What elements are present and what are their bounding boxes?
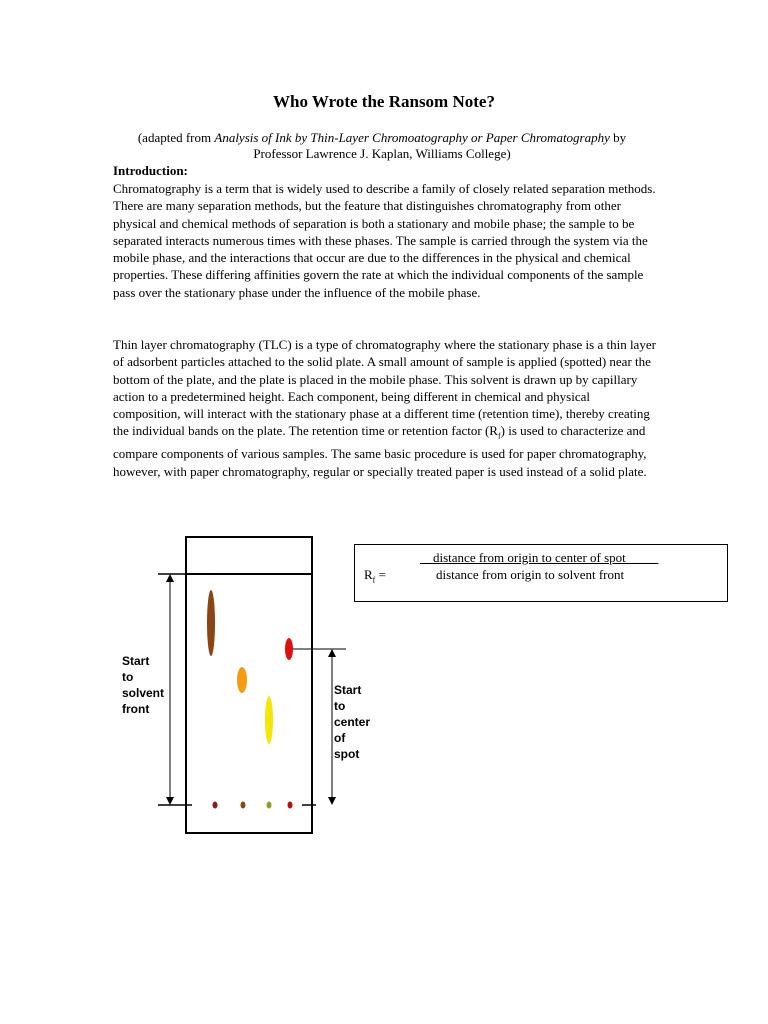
label-line: center: [334, 715, 371, 729]
paragraph-intro: Chromatography is a term that is widely used to describe a family of closely related separation methods. There are many separation methods, but the feature that distinguishes chromatography from other physical and chemical methods of separation is both a stationary and mobile phase; the sample to be separated interacts numerous times with these phases. The sample is carried through the system via the mobile phase, and the interactions that occur are due to the differences in the physical and chemical properties. These differing affinities govern the rate at which the individual components of the sample pass over the stationary phase under the influence of the mobile phase.: [113, 181, 656, 300]
rf-subscript: f: [497, 432, 501, 442]
label-line: front: [122, 702, 150, 716]
attribution: [112, 130, 652, 162]
attribution-line2: Professor Lawrence J. Kaplan, Williams College): [253, 146, 511, 161]
rf-numerator: [420, 550, 658, 566]
page-title: Who Wrote the Ransom Note?: [273, 92, 495, 111]
rf-symbol: [364, 567, 386, 585]
label-line: to: [334, 699, 346, 713]
paragraph-tlc-part1: Thin layer chromatography (TLC) is a type of chromatography where the stationary phase is a thin layer of adsorbent particles attached to the solid plate. A small amount of sample is applied (spotted) near the bottom of the plate, and the plate is placed in the mobile phase. This solvent is drawn up by capillary action to a predetermined height. Each component, being different in chemical and physical composition, will interact with the stationary phase at a different time (retention time), thereby creating the individual bands on the plate. The retention time or retention factor (R: [113, 337, 656, 439]
rf-equals: =: [375, 567, 386, 582]
rf-denominator: distance from origin to solvent front: [436, 567, 625, 582]
rf-sub: f: [372, 575, 376, 585]
attribution-prefix: (adapted from: [137, 130, 215, 145]
label-line: Start: [122, 654, 150, 668]
spot-arrow-head-bottom: [328, 797, 336, 805]
solvent-arrow-head-top: [166, 574, 174, 582]
numerator-text: distance from origin to center of spot: [433, 550, 626, 565]
paragraph-tlc-part2: ) is used to characterize and compare components of various samples. The same basic procedure is used for paper chromatography, however, with paper chromatography, regular or specially treated paper is used instead of a solid plate.: [113, 423, 647, 479]
intro-heading: Introduction:: [113, 163, 188, 178]
label-line: to: [122, 670, 134, 684]
label-start-to-center-of-spot: [334, 682, 394, 762]
tlc-plate: [185, 536, 313, 834]
label-line: Start: [334, 683, 362, 697]
numerator-suffix: _____: [625, 550, 659, 565]
attribution-suffix: by: [609, 130, 627, 145]
label-line: solvent: [122, 686, 165, 700]
label-line: spot: [334, 747, 360, 761]
spot-arrow-head-top: [328, 649, 336, 657]
numerator-prefix: __: [420, 550, 433, 565]
paragraph-tlc: [113, 336, 658, 480]
label-line: of: [334, 731, 346, 745]
rf-letter: R: [364, 567, 373, 582]
attribution-source-title: Analysis of Ink by Thin-Layer Chromoatography or Paper Chromatography: [214, 130, 610, 145]
solvent-arrow-head-bottom: [166, 797, 174, 805]
label-start-to-solvent-front: [122, 653, 182, 717]
